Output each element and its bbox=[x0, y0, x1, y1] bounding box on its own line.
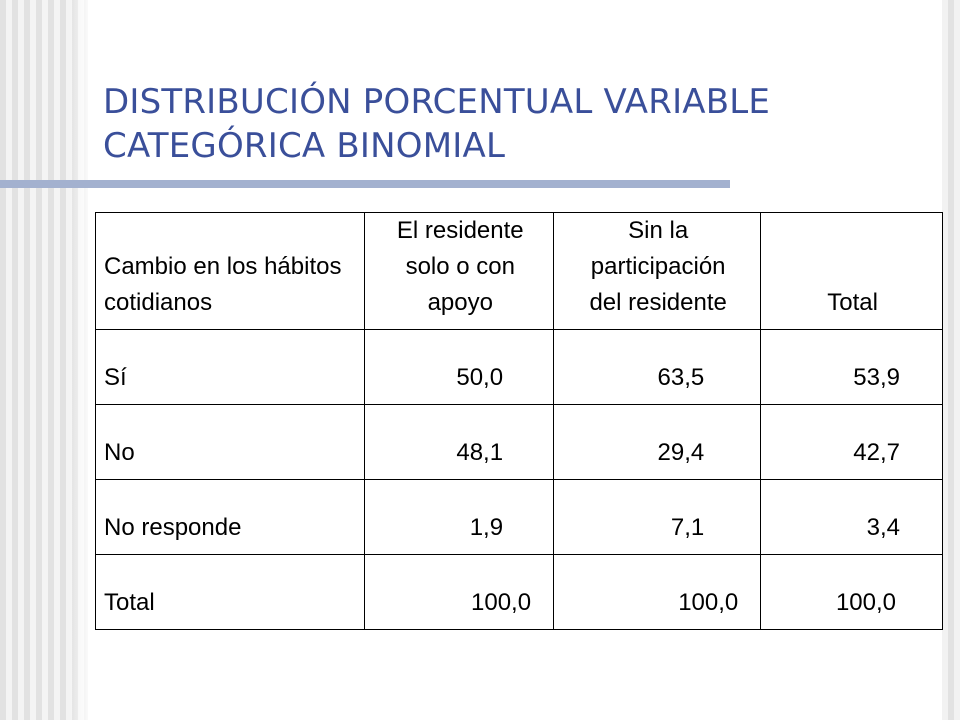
header-col-resident-line-3: apoyo bbox=[427, 289, 493, 316]
header-col-without-line-3: del residente bbox=[589, 289, 727, 316]
header-col-resident bbox=[365, 213, 554, 330]
header-col-total-line-1: Total bbox=[827, 289, 878, 316]
header-row-label-line-1: Cambio en los hábitos bbox=[104, 253, 342, 280]
row-label: Total bbox=[96, 555, 365, 630]
header-col-without-resident bbox=[554, 213, 761, 330]
table-row bbox=[96, 405, 943, 480]
right-stripe-decoration bbox=[942, 0, 960, 720]
slide-title-line-2: CATEGÓRICA BINOMIAL bbox=[103, 126, 506, 166]
distribution-table bbox=[95, 212, 943, 630]
header-row-label-line-2: cotidianos bbox=[104, 289, 213, 316]
row-label: No bbox=[96, 405, 365, 480]
left-stripe-fade bbox=[70, 0, 92, 720]
header-row-label bbox=[96, 213, 365, 330]
header-col-resident-line-2: solo o con bbox=[405, 253, 515, 280]
cell-value: 100,0 bbox=[365, 555, 554, 630]
cell-value: 48,1 bbox=[365, 405, 554, 480]
cell-value: 3,4 bbox=[761, 480, 943, 555]
table-row bbox=[96, 330, 943, 405]
table-row bbox=[96, 480, 943, 555]
cell-value: 42,7 bbox=[761, 405, 943, 480]
cell-value: 29,4 bbox=[554, 405, 761, 480]
cell-value: 1,9 bbox=[365, 480, 554, 555]
header-col-resident-line-1: El residente bbox=[396, 217, 524, 244]
cell-value: 53,9 bbox=[761, 330, 943, 405]
cell-value: 7,1 bbox=[554, 480, 761, 555]
slide-title bbox=[103, 80, 903, 168]
header-col-without-line-1: Sin la bbox=[628, 217, 689, 244]
row-label: No responde bbox=[96, 480, 365, 555]
table-row-total bbox=[96, 555, 943, 630]
cell-value: 50,0 bbox=[365, 330, 554, 405]
cell-value: 63,5 bbox=[554, 330, 761, 405]
header-col-without-line-2: participación bbox=[590, 253, 726, 280]
cell-value: 100,0 bbox=[761, 555, 943, 630]
slide-title-line-1: DISTRIBUCIÓN PORCENTUAL VARIABLE bbox=[103, 82, 771, 122]
table-header-row bbox=[96, 213, 943, 330]
header-col-total bbox=[761, 213, 943, 330]
cell-value: 100,0 bbox=[554, 555, 761, 630]
title-underline-bar bbox=[0, 180, 730, 188]
row-label: Sí bbox=[96, 330, 365, 405]
